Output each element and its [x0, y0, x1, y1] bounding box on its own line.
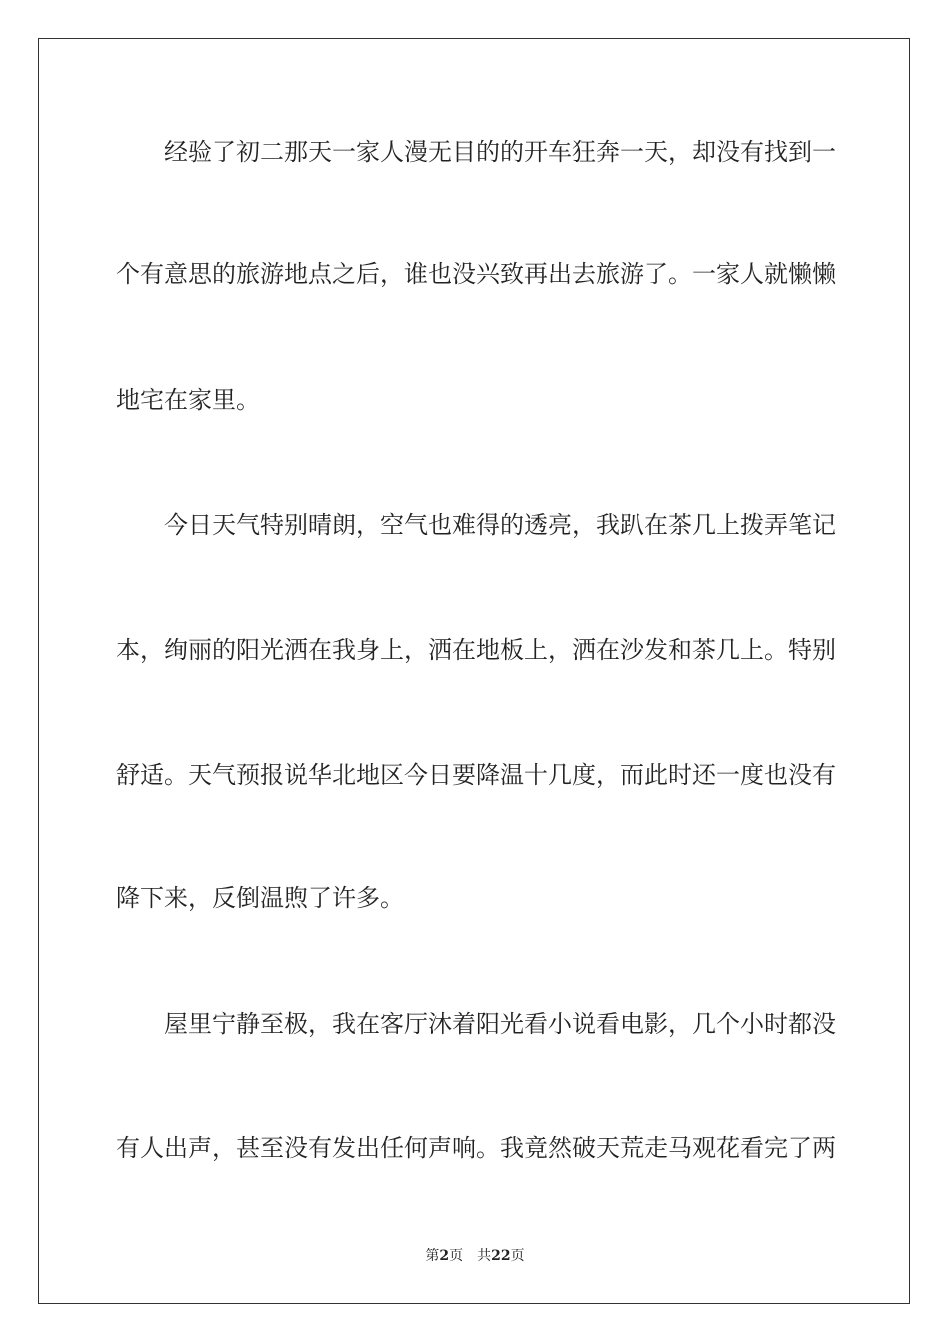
paragraph-line: 地宅在家里。: [116, 386, 260, 414]
paragraph-line: 舒适。天气预报说华北地区今日要降温十几度，而此时还一度也没有: [116, 761, 836, 789]
total-suffix: 页: [510, 1248, 525, 1264]
page-footer: [0, 1247, 950, 1265]
total-prefix: 共: [477, 1248, 492, 1264]
paragraph-line: 今日天气特别晴朗，空气也难得的透亮，我趴在茶几上拨弄笔记: [164, 511, 836, 539]
total-pages: 22: [491, 1248, 511, 1264]
page-border: [38, 38, 910, 1304]
paragraph-line: 经验了初二那天一家人漫无目的的开车狂奔一天，却没有找到一: [164, 138, 836, 166]
paragraph-line: 个有意思的旅游地点之后，谁也没兴致再出去旅游了。一家人就懒懒: [116, 260, 836, 288]
paragraph-line: 本，绚丽的阳光洒在我身上，洒在地板上，洒在沙发和茶几上。特别: [116, 636, 836, 664]
paragraph-line: 屋里宁静至极，我在客厅沐着阳光看小说看电影，几个小时都没: [164, 1010, 836, 1038]
paragraph-line: 有人出声，甚至没有发出任何声响。我竟然破天荒走马观花看完了两: [116, 1134, 836, 1162]
page-prefix: 第: [425, 1248, 440, 1264]
paragraph-line: 降下来，反倒温煦了许多。: [116, 884, 404, 912]
page-suffix: 页: [449, 1248, 464, 1264]
page-number: 2: [439, 1248, 450, 1264]
